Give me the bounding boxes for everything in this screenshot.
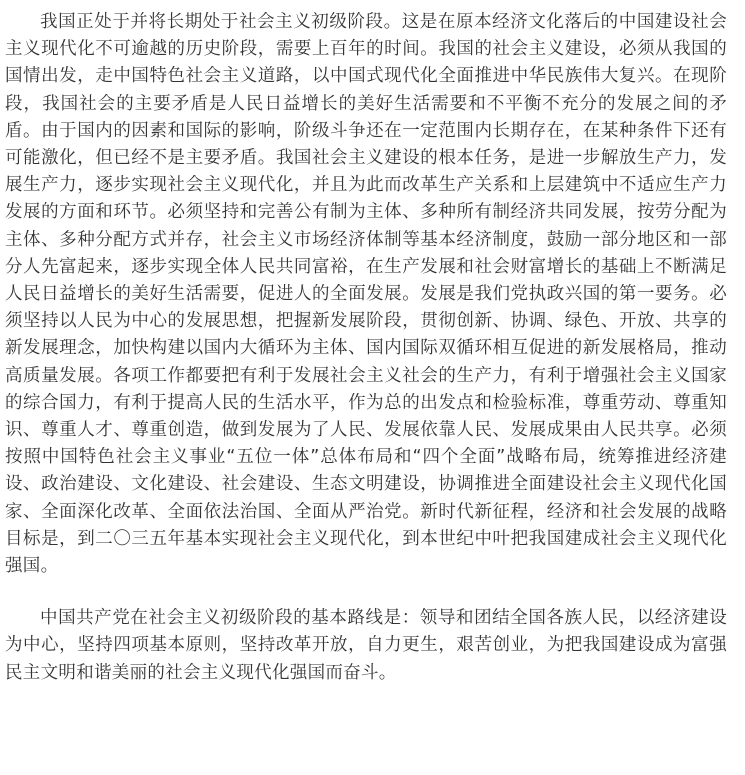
paragraph-basic-line: 中国共产党在社会主义初级阶段的基本路线是：领导和团结全国各族人民，以经济建设为中心，坚持四项基本原则，坚持改革开放，自力更生，艰苦创业，为把我国建设成为富强民主文明和谐美丽的社会主义现代化强国而奋斗。: [5, 608, 727, 683]
article-body: [5, 9, 727, 687]
paragraph-primary-stage: 我国正处于并将长期处于社会主义初级阶段。这是在原本经济文化落后的中国建设社会主义现代化不可逾越的历史阶段，需要上百年的时间。我国的社会主义建设，必须从我国的国情出发，走中国特色社会主义道路，以中国式现代化全面推进中华民族伟大复兴。在现阶段，我国社会的主要矛盾是人民日益增长的美好生活需要和不平衡不充分的发展之间的矛盾。由于国内的因素和国际的影响，阶级斗争还在一定范围内长期存在，在某种条件下还有可能激化，但已经不是主要矛盾。我国社会主义建设的根本任务，是进一步解放生产力，发展生产力，逐步实现社会主义现代化，并且为此而改革生产关系和上层建筑中不适应生产力发展的方面和环节。必须坚持和完善公有制为主体、多种所有制经济共同发展，按劳分配为主体、多种分配方式并存，社会主义市场经济体制等基本经济制度，鼓励一部分地区和一部分人先富起来，逐步实现全体人民共同富裕，在生产发展和社会财富增长的基础上不断满足人民日益增长的美好生活需要，促进人的全面发展。发展是我们党执政兴国的第一要务。必须坚持以人民为中心的发展思想，把握新发展阶段，贯彻创新、协调、绿色、开放、共享的新发展理念，加快构建以国内大循环为主体、国内国际双循环相互促进的新发展格局，推动高质量发展。各项工作都要把有利于发展社会主义社会的生产力，有利于增强社会主义国家的综合国力，有利于提高人民的生活水平，作为总的出发点和检验标准，尊重劳动、尊重知识、尊重人才、尊重创造，做到发展为了人民、发展依靠人民、发展成果由人民共享。必须按照中国特色社会主义事业“五位一体”总体布局和“四个全面”战略布局，统筹推进经济建设、政治建设、文化建设、社会建设、生态文明建设，协调推进全面建设社会主义现代化国家、全面深化改革、全面依法治国、全面从严治党。新时代新征程，经济和社会发展的战略目标是，到二〇三五年基本实现社会主义现代化，到本世纪中叶把我国建成社会主义现代化强国。: [5, 12, 727, 577]
